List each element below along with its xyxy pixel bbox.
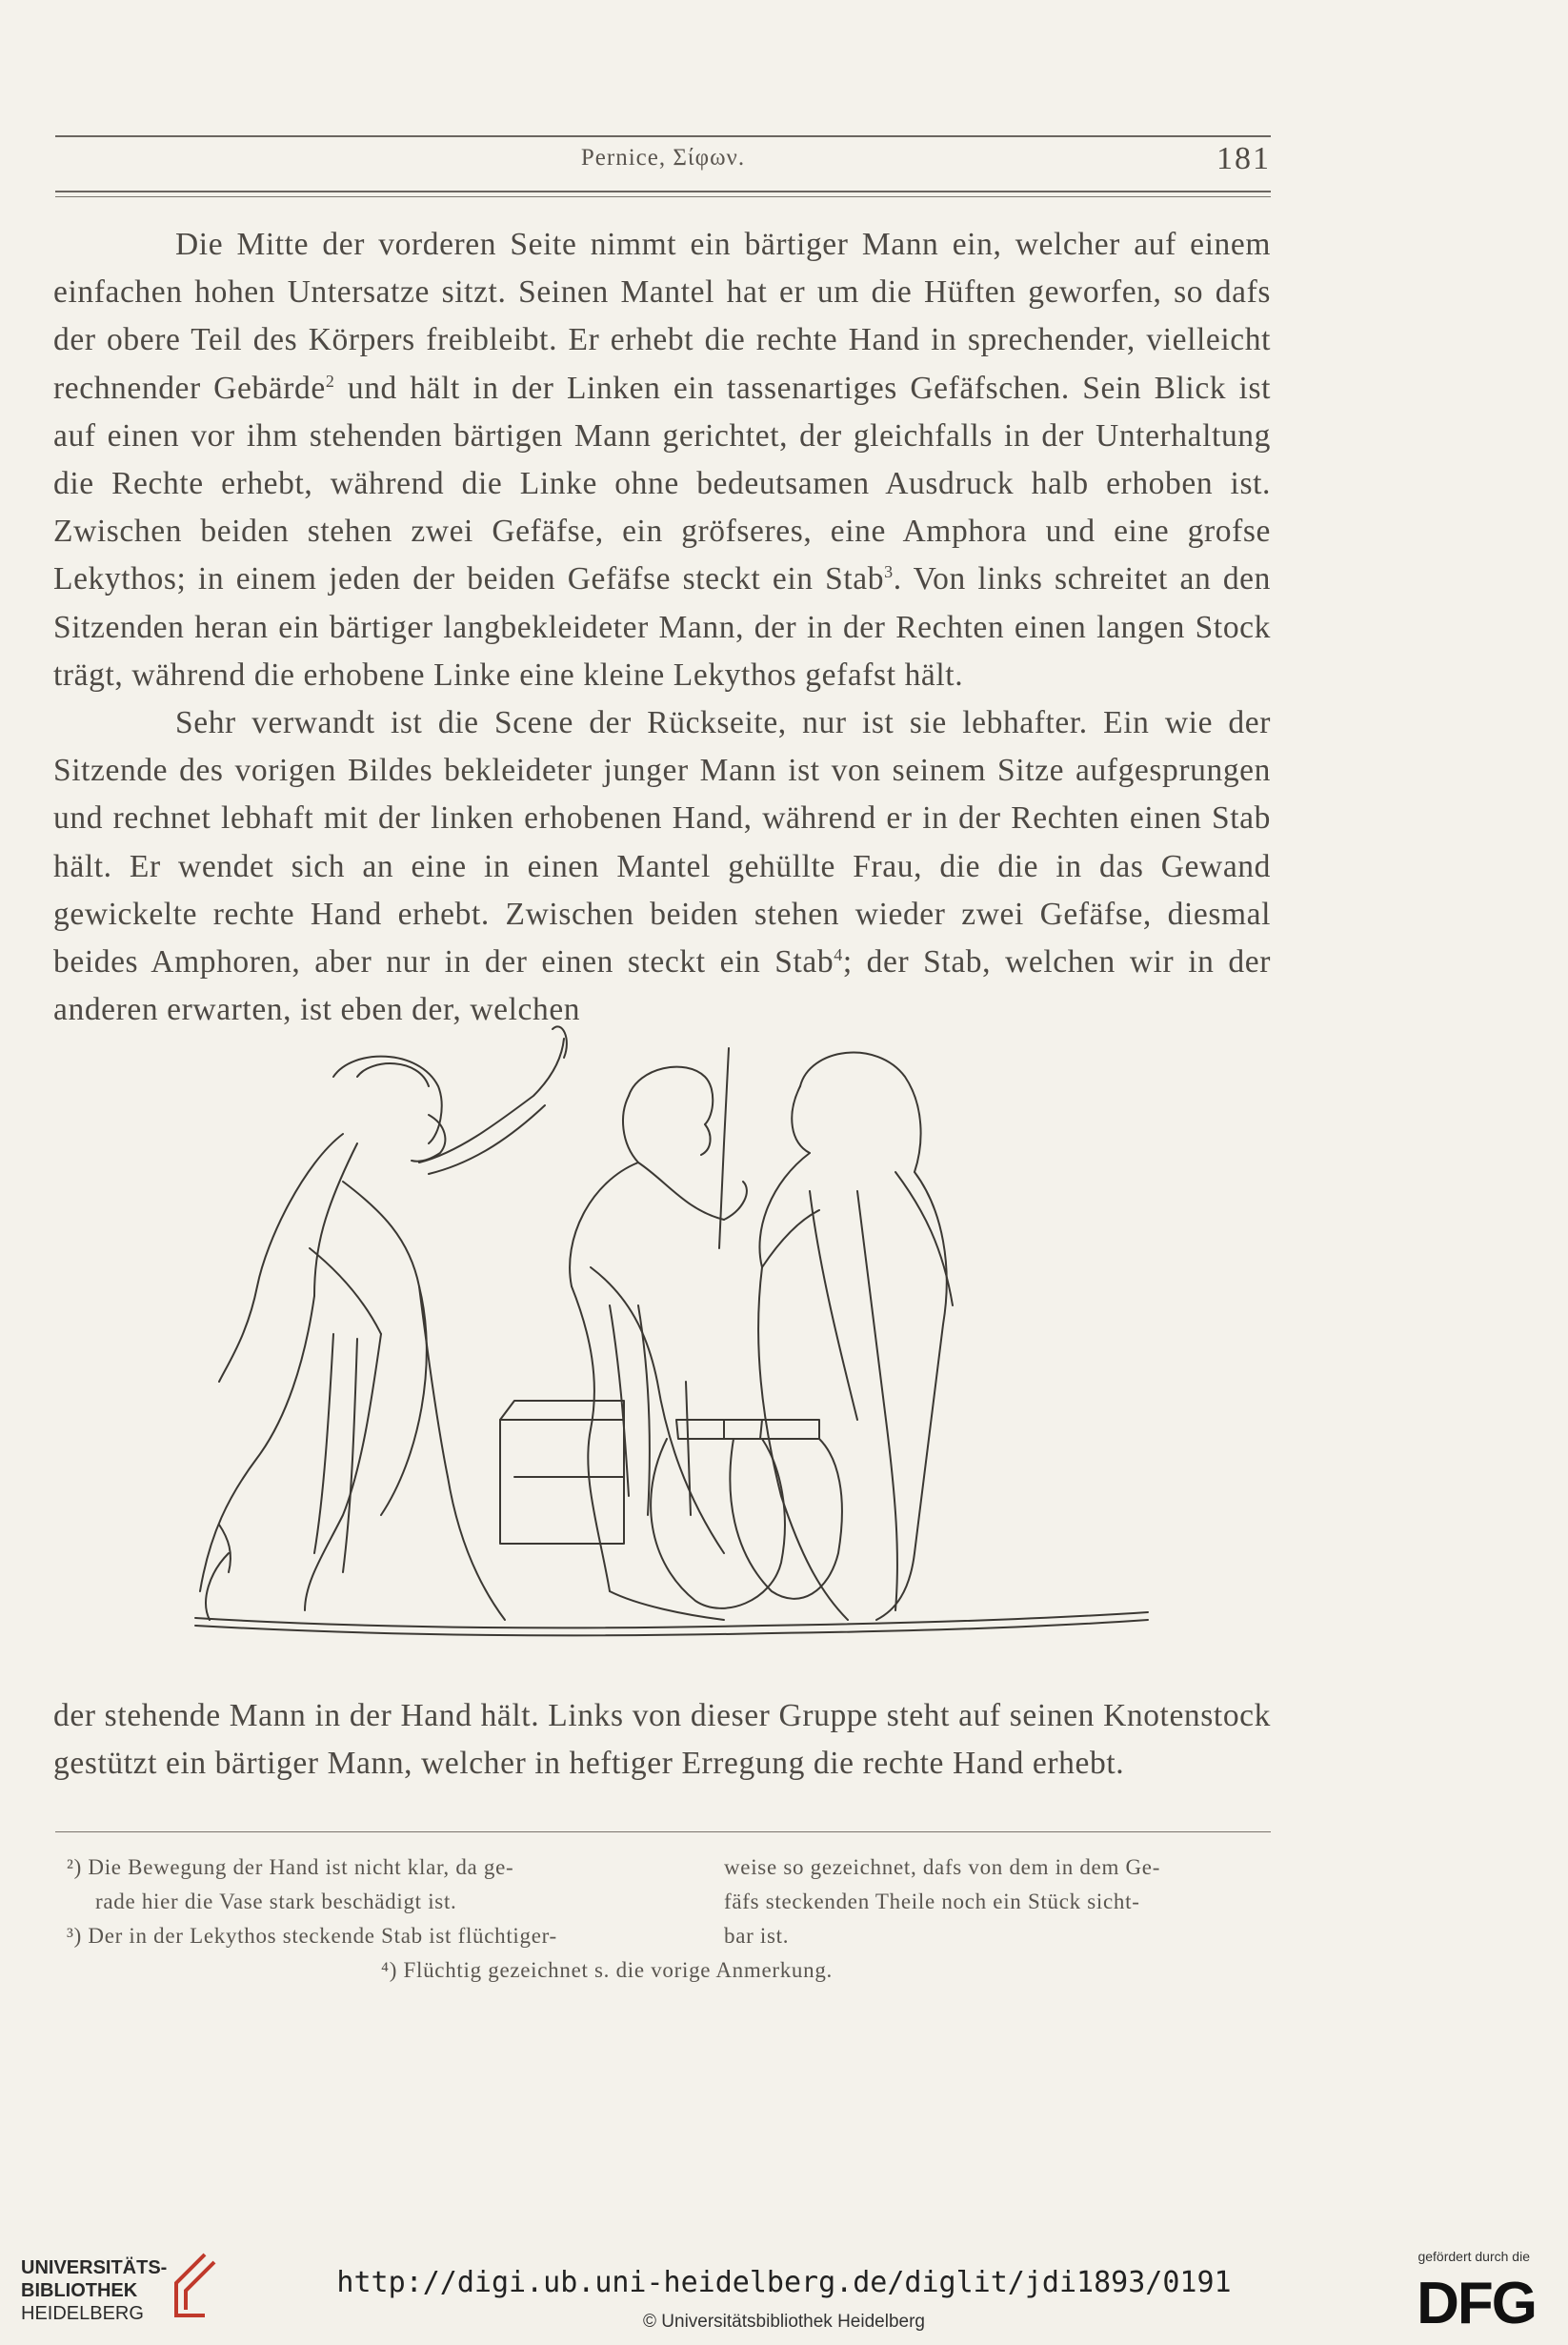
footnote-rule	[55, 1831, 1271, 1832]
footnote-line: fäfs steckenden Theile noch ein Stück sicht-	[724, 1890, 1140, 1913]
running-head: Pernice, Σίφων.	[580, 145, 746, 171]
library-line-1: UNIVERSITÄTS-	[21, 2257, 168, 2278]
footer-bar	[0, 2220, 1568, 2345]
p1-text-b: und hält in der Linken ein tassenartiges Gefäfschen. Sein Blick ist auf einen vor ihm stehenden bärtigen Mann gerichtet, der gleichfalls in der Unterhaltung die Rechte erhebt, während die Linke ohne bedeutsamen Ausdruck halb erhoben ist. Zwischen beiden stehen zwei Gefäfse, ein gröfseres, eine Amphora und eine grofse Lekythos; in einem jeden der beiden Gefäfse steckt ein Stab	[53, 370, 1271, 597]
copyright-notice: © Universitätsbibliothek Heidelberg	[643, 2312, 925, 2332]
amphorae	[651, 1420, 842, 1608]
permalink-url[interactable]: http://digi.ub.uni-heidelberg.de/diglit/jdi1893/0191	[336, 2266, 1232, 2299]
body-text-lower	[53, 1692, 1271, 1788]
header-rule-double	[55, 196, 1271, 197]
page-number: 181	[1216, 141, 1271, 176]
footnote-ref-3: 3	[884, 562, 894, 582]
footnote-line: rade hier die Vase stark beschädigt ist.	[95, 1890, 457, 1913]
footnote-line: ³) Der in der Lekythos steckende Stab ist flüchtiger-	[67, 1924, 557, 1948]
left-bearded-man-figure	[200, 1026, 567, 1620]
vase-drawing-figure	[191, 1020, 1153, 1668]
library-line-2: BIBLIOTHEK	[21, 2280, 138, 2301]
footnotes-right-column	[724, 1850, 1305, 1953]
dfg-caption: gefördert durch die	[1417, 2249, 1530, 2264]
header-rule-bottom	[55, 191, 1271, 192]
footnote-line: bar ist.	[724, 1924, 790, 1948]
p2-text-a: Sehr verwandt ist die Scene der Rückseite, nur ist sie lebhafter. Ein wie der Sitzende des vorigen Bildes bekleideter junger Mann ist von seinem Sitze aufgesprungen und rechnet lebhaft mit der linken erhobenen Hand, während er in der Rechten einen Stab hält. Er wendet sich an eine in einen Mantel gehüllte Frau, die die in das Gewand gewickelte rechte Hand erhebt. Zwischen beiden stehen wieder zwei Gefäfse, diesmal beides Amphoren, aber nur in der einen steckt ein Stab	[53, 705, 1271, 980]
body-text-upper	[53, 221, 1271, 1034]
draped-woman-figure	[758, 1053, 953, 1620]
header-rule-top	[55, 135, 1271, 137]
footnote-4: ⁴) Flüchtig gezeichnet s. die vorige Anmerkung.	[381, 1958, 833, 1982]
footnote-line: weise so gezeichnet, dafs von dem in dem Ge-	[724, 1855, 1161, 1879]
p1-text-c: . Von links schreitet an den Sitzenden heran ein bärtiger langbekleideter Mann, der in der Rechten einen langen Stock trägt, während die erhobene Linke eine kleine Lekythos gefafst hält.	[53, 561, 1271, 693]
paragraph-3: der stehende Mann in der Hand hält. Links von dieser Gruppe steht auf seinen Knotenstock gestützt ein bärtiger Mann, welcher in heftiger Erregung die rechte Hand erhebt.	[53, 1698, 1271, 1782]
young-man-figure	[570, 1048, 747, 1620]
p1-text-a: Die Mitte der vorderen Seite nimmt ein bärtiger Mann ein, welcher auf einem einfachen hohen Untersatze sitzt. Seinen Mantel hat er um die Hüften geworfen, so dafs der obere Teil des Körpers freibleibt. Er erhebt die rechte Hand in sprechender, vielleicht rechnender Gebärde	[53, 227, 1271, 406]
ground-line	[195, 1612, 1148, 1635]
footnote-ref-4: 4	[834, 944, 843, 964]
seat-block	[500, 1401, 624, 1544]
library-line-3: HEIDELBERG	[21, 2303, 144, 2324]
dfg-logo: DFG	[1417, 2271, 1536, 2336]
footnote-ref-2: 2	[325, 371, 335, 391]
footnote-line: ²) Die Bewegung der Hand ist nicht klar, da ge-	[67, 1855, 514, 1879]
paragraph-2	[53, 699, 1271, 1034]
paragraph-1	[53, 221, 1271, 699]
footnotes-left-column	[67, 1850, 648, 1953]
p2-text-b: ; der Stab, welchen wir in der anderen erwarten, ist eben der, welchen	[53, 944, 1271, 1028]
